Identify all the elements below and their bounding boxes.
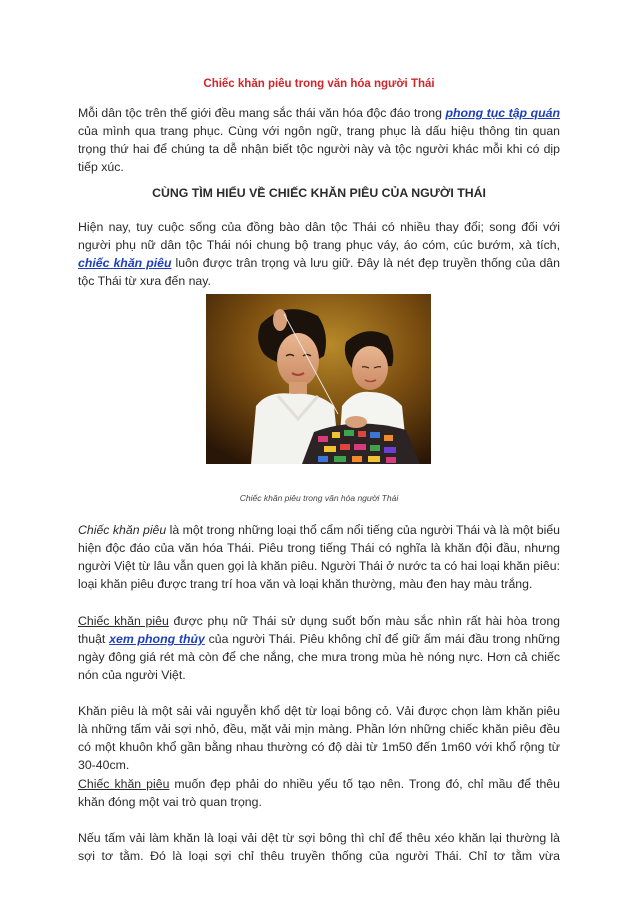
link-xem-phong-thuy[interactable]: xem phong thủy	[109, 632, 205, 646]
link-phong-tuc-tap-quan[interactable]: phong tục tập quán	[445, 106, 560, 120]
term-chiec-khan-pieu: Chiếc khăn piêu	[78, 523, 167, 537]
paragraph-text: là một trong những loại thổ cẩm nổi tiếng của người Thái và là một biểu hiện độc đáo của văn hóa Thái. Piêu trong tiếng Thái có nghĩa là khăn đội đầu, nhưng người Việt từ lâu vẫn quen gọi là khăn piêu. Người Thái ở nước ta có hai loại khăn piêu: loại khăn piêu được trang trí hoa văn và loại khăn thường, màu đen hay màu trắng.	[78, 523, 560, 591]
paragraph-text: Mỗi dân tộc trên thế giới đều mang sắc thái văn hóa độc đáo trong	[78, 106, 446, 120]
paragraph-text: muốn đẹp phải do nhiều yếu tố tạo nên. Trong đó, chỉ mầu để thêu khăn đóng một vai trò quan trọng.	[78, 777, 560, 809]
document-title: Chiếc khăn piêu trong văn hóa người Thái	[203, 78, 435, 90]
paragraph-text: của mình qua trang phục. Cùng với ngôn ngữ, trang phục là dấu hiệu thông tin quan trọng thứ hai để chúng ta dễ nhận biết tộc người này và tộc người khác mỗi khi có dịp tiếp xúc.	[78, 124, 560, 174]
term-chiec-khan-pieu: Chiếc khăn piêu	[78, 777, 170, 791]
paragraph-usage	[78, 612, 560, 684]
section-heading: CÙNG TÌM HIỂU VỀ CHIẾC KHĂN PIÊU CỦA NGƯỜI THÁI	[152, 186, 486, 200]
image-caption: Chiếc khăn piêu trong văn hóa người Thái	[239, 493, 399, 503]
paragraph-text: luôn được trân trọng và lưu giữ. Đây là nét đẹp truyền thống của dân tộc Thái từ xưa đến nay.	[78, 256, 560, 288]
thai-women-embroidering-photo	[206, 294, 431, 464]
link-chiec-khan-pieu[interactable]: chiếc khăn piêu	[78, 256, 172, 270]
paragraph-fabric: Khăn piêu là một sải vải nguyễn khổ dệt từ loại bông cỏ. Vải được chọn làm khăn piêu là những tấm vải sợi nhỏ, đều, mặt vải mịn màng. Phần lớn những chiếc khăn piêu đều có một khuôn khổ gần bằng nhau thường có độ dài từ 1m50 đến 1m60 với khổ rộng từ 30-40cm.	[78, 704, 560, 772]
paragraph-intro	[78, 104, 560, 176]
paragraph-text: Hiện nay, tuy cuộc sống của đồng bào dân tộc Thái có nhiều thay đổi; song đối với người phụ nữ dân tộc Thái nói chung bộ trang phục váy, áo cóm, cúc bướm, xà tích,	[78, 220, 560, 252]
term-chiec-khan-pieu: Chiếc khăn piêu	[78, 614, 169, 628]
paragraph-current-life	[78, 218, 560, 290]
paragraph-silk: Nếu tấm vải làm khăn là loại vải dệt từ sợi bông thì chỉ để thêu xéo khăn lại thường là sợi tơ tằm. Đó là loại sợi chỉ thêu truyền thống của người Thái. Chỉ tơ tằm vừa	[78, 831, 560, 863]
paragraph-text: được phụ nữ Thái sử dụng suốt bốn màu sắc nhìn rất hài hòa trong thuật	[78, 614, 561, 646]
paragraph-text: của người Thái. Piêu không chỉ để giữ ấm mái đầu trong những ngày đông giá rét mà còn để che nắng, che mưa trong mùa hè nóng nực. Hơn cả chiếc nón của người Việt.	[78, 632, 560, 682]
paragraph-thread	[78, 775, 560, 811]
paragraph-definition	[78, 521, 560, 593]
